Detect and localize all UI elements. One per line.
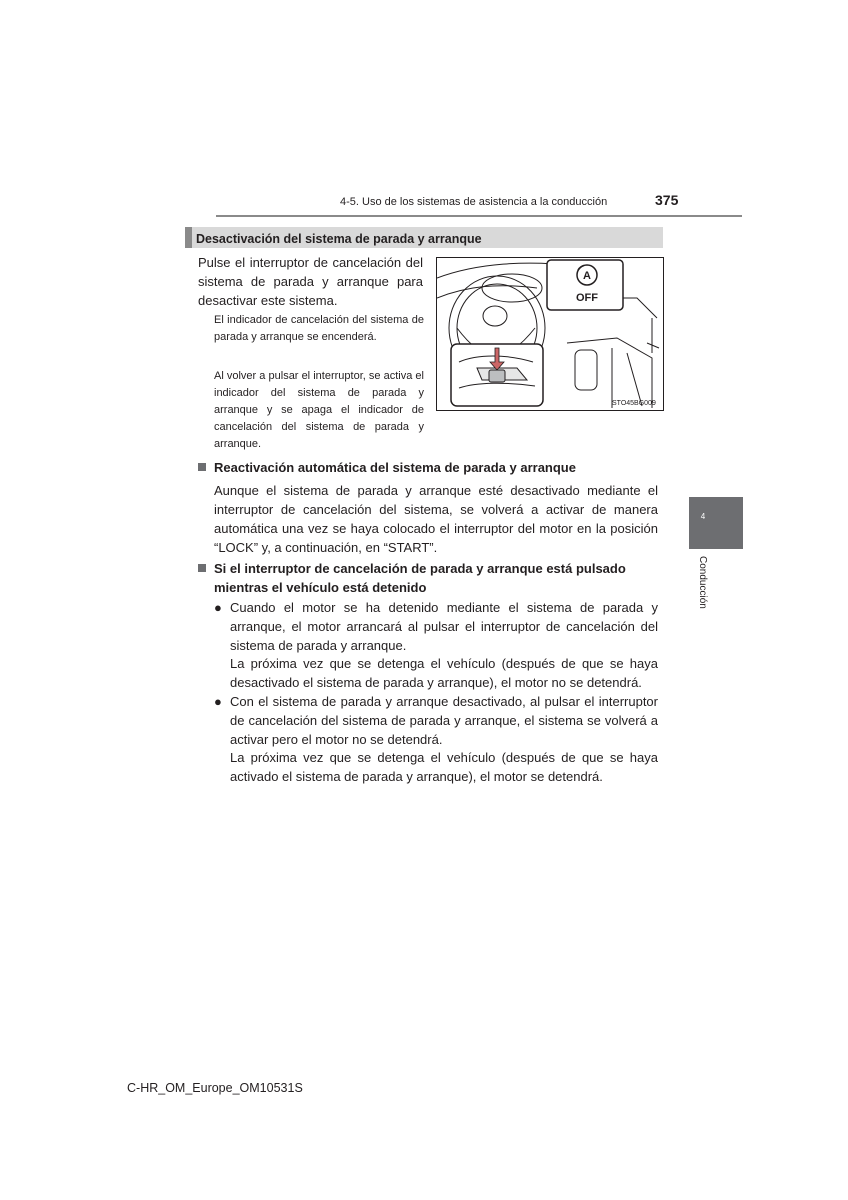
dashboard-illustration [436, 257, 664, 411]
square-bullet-icon [198, 463, 206, 471]
chapter-label: Conducción [697, 556, 708, 609]
gear-shifter [575, 350, 597, 390]
bullet-subtext: La próxima vez que se detenga el vehículo (después de que se haya desactivado el sistema de parada y arranque), el motor no se detendrá. [230, 656, 658, 690]
cancel-switch [489, 370, 505, 382]
subsection-title-pressed [198, 559, 658, 578]
subsection-title-line2: mientras el vehículo está detenido [214, 580, 427, 595]
reactivation-text: Aunque el sistema de parada y arranque esté desactivado mediante el interruptor de cancelación del sistema, se volverá a activar de manera automática una vez se haya colocado el interruptor del motor en la posición “LOCK” y, a continuación, en “START”. [214, 483, 658, 555]
note-press-again: Al volver a pulsar el interruptor, se activa el indicador del sistema de parada y arranque y se apaga el indicador de cancelación del sistema de parada y arranque. [214, 370, 424, 450]
header-section-title: 4-5. Uso de los sistemas de asistencia a la conducción [340, 196, 608, 208]
note-indicator-on: El indicador de cancelación del sistema de parada y arranque se encenderá. [214, 314, 424, 343]
footer-code: C-HR_OM_Europe_OM10531S [127, 1081, 303, 1095]
bullet-text: Con el sistema de parada y arranque desactivado, al pulsar el interruptor de cancelación del sistema de parada y arranque, el sistema se volverá a activar pero el motor no se detendrá. [230, 694, 658, 747]
figure-code: STO45BG009 [612, 400, 656, 407]
chapter-tab [689, 497, 743, 549]
bullet-text: Cuando el motor se ha detenido mediante el sistema de parada y arranque, el motor arrancará al pulsar el interruptor de cancelación del sistema de parada y arranque. [230, 600, 658, 653]
steering-emblem [483, 306, 507, 326]
figure-a-letter: A [583, 270, 591, 282]
intro-text: Pulse el interruptor de cancelación del sistema de parada y arranque para desactivar este sistema. [198, 255, 423, 308]
bullet-dot-icon: ● [214, 600, 222, 615]
header-divider [216, 215, 742, 217]
figure-off-label: OFF [576, 292, 598, 304]
bullet-dot-icon: ● [214, 694, 222, 709]
subsection-title-text: Si el interruptor de cancelación de parada y arranque está pulsado [214, 561, 626, 576]
dashboard-drawing [437, 258, 663, 410]
page-number: 375 [655, 192, 679, 208]
bullet-subtext: La próxima vez que se detenga el vehículo (después de que se haya activado el sistema de parada y arranque), el motor se detendrá. [230, 750, 658, 784]
square-bullet-icon [198, 564, 206, 572]
section-title: Desactivación del sistema de parada y arranque [196, 232, 482, 246]
chapter-number: 4 [700, 512, 706, 521]
subsection-title-text: Reactivación automática del sistema de parada y arranque [214, 460, 576, 475]
subsection-title-reactivation [198, 458, 576, 477]
